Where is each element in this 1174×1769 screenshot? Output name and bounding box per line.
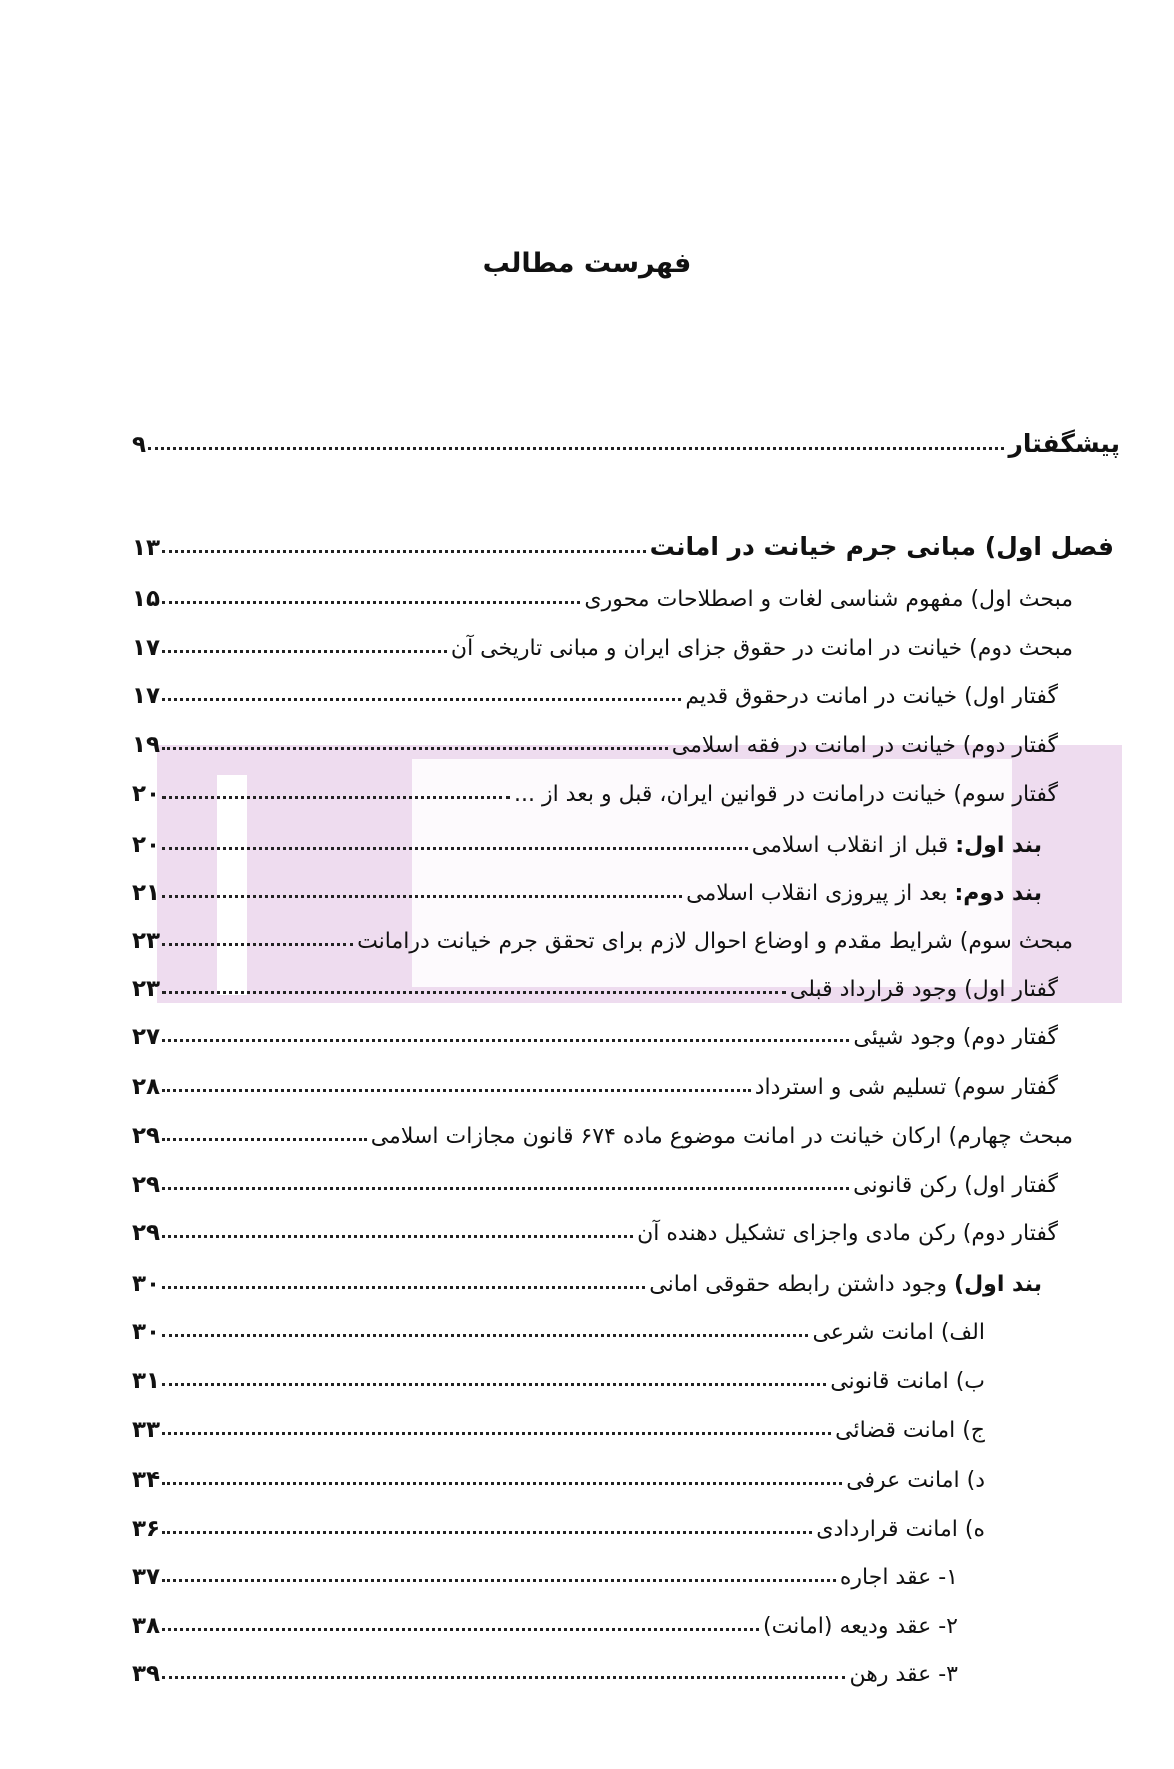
dot-leader [162,1138,367,1141]
toc-page-number: ۲۳ [132,928,161,954]
dot-leader [162,1334,808,1337]
dot-leader [162,1676,845,1679]
toc-entry[interactable] [132,1113,1073,1149]
dot-leader [162,1187,849,1190]
toc-page-number: ۱۷ [132,683,161,709]
dot-leader [162,1235,633,1238]
toc-entry[interactable] [132,422,1120,458]
toc-entry-title: گفتار دوم) رکن مادی واجزای تشکیل دهنده آن [637,1221,1058,1246]
dot-leader [162,601,580,604]
toc-page-number: ۲۹ [132,1123,161,1149]
toc-entry-title: بند اول: قبل از انقلاب اسلامی [751,833,1042,858]
toc-page-number: ۳۳ [132,1417,161,1443]
toc-page-number: ۲۳ [132,976,161,1002]
toc-page-number: ۳۱ [132,1368,161,1394]
dot-leader [162,1579,836,1582]
dot-leader [162,1531,812,1534]
toc-entry[interactable] [132,966,1058,1002]
dot-leader [162,550,646,553]
toc-entry[interactable] [132,1506,985,1542]
toc-entry[interactable] [132,722,1058,758]
toc-entry-title: ۳- عقد رهن [849,1662,958,1687]
toc-entry-title: ه) امانت قراردادی [816,1517,985,1542]
toc-entry[interactable] [132,1014,1058,1050]
toc-page-number: ۳۹ [132,1661,161,1687]
toc-entry-title: مبحث اول) مفهوم شناسی لغات و اصطلاحات محوری [584,587,1073,612]
toc-page-number: ۲۹ [132,1220,161,1246]
dot-leader [162,1039,849,1042]
toc-entry-title: د) امانت عرفی [846,1468,985,1493]
toc-page-number: ۱۷ [132,635,161,661]
toc-page-number: ۹ [132,432,147,458]
toc-page-number: ۲۰ [132,832,161,858]
toc-entry-title: مبحث چهارم) ارکان خیانت در امانت موضوع ماده ۶۷۴ قانون مجازات اسلامی [370,1124,1073,1149]
toc-entry-title: مبحث دوم) خیانت در امانت در حقوق جزای ایران و مبانی تاریخی آن [450,636,1073,661]
toc-entry[interactable] [132,1309,985,1345]
dot-leader [162,1089,751,1092]
dot-leader [162,1286,645,1289]
dot-leader [162,943,353,946]
dot-leader [162,1628,759,1631]
toc-page-number: ۳۶ [132,1516,161,1542]
toc-page-number: ۲۷ [132,1024,161,1050]
toc-page-number: ۲۹ [132,1172,161,1198]
toc-entry-title: گفتار دوم) وجود شیئی [853,1025,1058,1050]
toc-entry[interactable] [132,525,1114,561]
toc-entry-title: گفتار سوم) خیانت درامانت در قوانین ایران، قبل و بعد از ... [513,782,1058,807]
toc-entry[interactable] [132,673,1058,709]
toc-entry[interactable] [132,1603,958,1639]
dot-leader [162,796,510,799]
toc-entry-title: ۱- عقد اجاره [839,1565,958,1590]
toc-entry-title: الف) امانت شرعی [812,1320,985,1345]
toc-entry-title: گفتار اول) خیانت در امانت درحقوق قدیم [685,684,1058,709]
dot-leader [162,698,681,701]
toc-entry-title: مبحث سوم) شرایط مقدم و اوضاع احوال لازم برای تحقق جرم خیانت درامانت [357,929,1073,954]
toc-page-number: ۳۴ [132,1467,161,1493]
toc-entry-title: گفتار سوم) تسلیم شی و استرداد [754,1075,1058,1100]
toc-entry[interactable] [132,1554,958,1590]
toc-page-number: ۱۵ [132,586,161,612]
dot-leader [162,895,682,898]
toc-entry[interactable] [132,1210,1058,1246]
toc-page-number: ۲۱ [132,880,161,906]
toc-entry-title: گفتار اول) وجود قرارداد قبلی [789,977,1058,1002]
toc-page-number: ۳۷ [132,1564,161,1590]
toc-page-number: ۳۰ [132,1271,161,1297]
dot-leader [162,747,668,750]
toc-entry-title: بند دوم: بعد از پیروزی انقلاب اسلامی [686,881,1042,906]
toc-entry-title: ۲- عقد ودیعه (امانت) [763,1614,958,1639]
toc-entry[interactable] [132,1651,958,1687]
toc-entry[interactable] [132,771,1058,807]
toc-page-number: ۱۳ [132,535,161,561]
toc-page-number: ۲۸ [132,1074,161,1100]
dot-leader [162,1482,842,1485]
toc-page-number: ۳۰ [132,1319,161,1345]
toc-entry[interactable] [132,1261,1042,1297]
toc-entry[interactable] [132,918,1073,954]
toc-page-number: ۱۹ [132,732,161,758]
dot-leader [162,1383,826,1386]
toc-entry[interactable] [132,576,1073,612]
toc-entry[interactable] [132,1064,1058,1100]
toc-page-number: ۳۸ [132,1613,161,1639]
toc-entry-title: فصل اول) مبانی جرم خیانت در امانت [649,532,1114,561]
toc-entry-title: بند اول) وجود داشتن رابطه حقوقی امانی [649,1272,1042,1297]
toc-entry[interactable] [132,1457,985,1493]
toc-entry-title: ب) امانت قانونی [830,1369,985,1394]
toc-entry-title: پیشگفتار [1008,429,1120,458]
toc-entry[interactable] [132,625,1073,661]
dot-leader [162,991,786,994]
toc-entry[interactable] [132,1407,985,1443]
toc-entry-title: ج) امانت قضائی [835,1418,985,1443]
dot-leader [162,1432,831,1435]
toc-entry[interactable] [132,870,1042,906]
dot-leader [148,447,1004,450]
toc-entry-title: گفتار دوم) خیانت در امانت در فقه اسلامی [671,733,1058,758]
toc-entry[interactable] [132,1162,1058,1198]
page-title: فهرست مطالب [482,248,692,279]
dot-leader [162,650,447,653]
toc-page-number: ۲۰ [132,781,161,807]
toc-entry[interactable] [132,1358,985,1394]
toc-entry-title: گفتار اول) رکن قانونی [853,1173,1058,1198]
toc-entry[interactable] [132,822,1042,858]
dot-leader [162,847,748,850]
